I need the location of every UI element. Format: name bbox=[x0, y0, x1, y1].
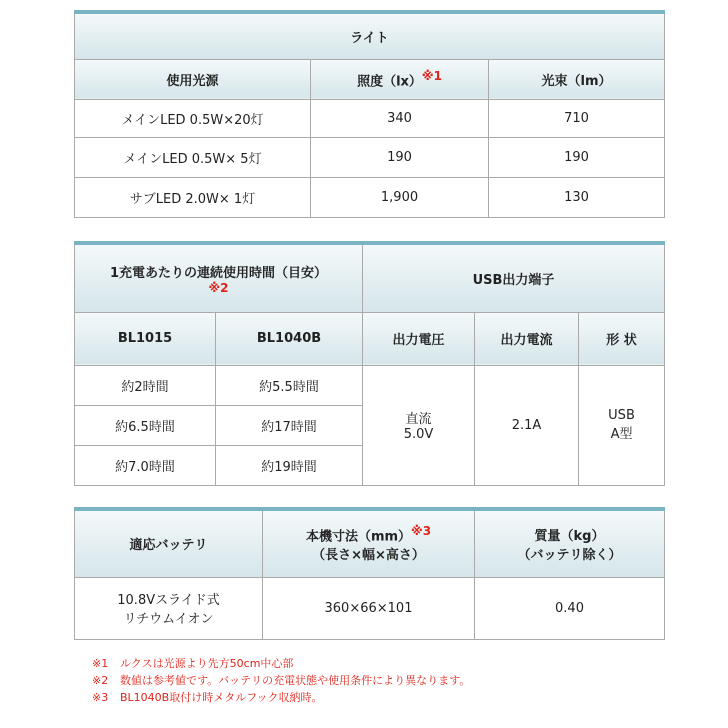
light-source-cell: メインLED 0.5W× 5灯 bbox=[75, 137, 311, 177]
battery-cell bbox=[75, 577, 263, 639]
table-row bbox=[75, 99, 665, 137]
light-table-title: ライト bbox=[75, 12, 665, 59]
table-row bbox=[75, 365, 665, 405]
bl1040b-runtime-cell: 約19時間 bbox=[216, 445, 363, 485]
weight-header bbox=[475, 509, 665, 577]
size-header-line1: 本機寸法（mm） bbox=[305, 529, 412, 545]
illuminance-header-label: 照度（lx） bbox=[357, 74, 422, 90]
bl1040b-header: BL1040B bbox=[216, 312, 363, 365]
shape-line1: USB bbox=[608, 408, 635, 423]
bl1015-runtime-cell: 約2時間 bbox=[75, 365, 216, 405]
footnote-text: ルクスは光源より先方50cm中心部 bbox=[120, 657, 294, 670]
illuminance-header bbox=[311, 59, 489, 99]
luminous-flux-cell: 190 bbox=[489, 137, 665, 177]
footnote-text: BL1040B取付け時メタルフック収納時。 bbox=[120, 691, 323, 704]
footnote bbox=[92, 672, 470, 689]
table-row bbox=[75, 177, 665, 217]
battery-line2: リチウムイオン bbox=[123, 612, 214, 627]
runtime-title-header bbox=[75, 243, 363, 312]
runtime-usb-table bbox=[74, 241, 665, 486]
bl1040b-runtime-cell: 約17時間 bbox=[216, 405, 363, 445]
battery-line1: 10.8Vスライド式 bbox=[117, 593, 220, 608]
luminous-flux-header: 光束（lm） bbox=[489, 59, 665, 99]
light-source-cell: サブLED 2.0W× 1灯 bbox=[75, 177, 311, 217]
output-voltage-line1: 直流 bbox=[405, 412, 432, 427]
illuminance-cell: 340 bbox=[311, 99, 489, 137]
shape-cell bbox=[579, 365, 665, 485]
weight-header-line2: （バッテリ除く） bbox=[517, 547, 622, 563]
battery-header: 適応バッテリ bbox=[75, 509, 263, 577]
output-voltage-cell bbox=[363, 365, 475, 485]
weight-header-line1: 質量（kg） bbox=[534, 528, 605, 544]
output-voltage-header: 出力電圧 bbox=[363, 312, 475, 365]
bl1040b-runtime-cell: 約5.5時間 bbox=[216, 365, 363, 405]
luminous-flux-cell: 710 bbox=[489, 99, 665, 137]
size-header bbox=[263, 509, 475, 577]
bl1015-header: BL1015 bbox=[75, 312, 216, 365]
output-voltage-line2: 5.0V bbox=[403, 427, 434, 442]
footnote-mark: ※1 bbox=[92, 657, 109, 670]
illuminance-cell: 190 bbox=[311, 137, 489, 177]
size-header-line1-wrap bbox=[263, 524, 474, 544]
output-current-cell: 2.1A bbox=[475, 365, 579, 485]
runtime-title: 1充電あたりの連続使用時間（目安） bbox=[109, 265, 328, 281]
spec-table bbox=[74, 507, 665, 640]
shape-line2: A型 bbox=[610, 427, 633, 442]
table-row bbox=[75, 577, 665, 639]
output-current-header: 出力電流 bbox=[475, 312, 579, 365]
size-cell: 360×66×101 bbox=[263, 577, 475, 639]
light-source-cell: メインLED 0.5W×20灯 bbox=[75, 99, 311, 137]
illuminance-cell: 1,900 bbox=[311, 177, 489, 217]
size-header-line2: （長さ×幅×高さ） bbox=[312, 548, 425, 564]
table-row bbox=[75, 137, 665, 177]
light-table bbox=[74, 10, 665, 218]
note-mark-2: ※2 bbox=[208, 280, 229, 295]
usb-title-header: USB出力端子 bbox=[363, 243, 665, 312]
bl1015-runtime-cell: 約6.5時間 bbox=[75, 405, 216, 445]
footnote-text: 数値は参考値です。バッテリの充電状態や使用条件により異なります。 bbox=[120, 674, 471, 687]
footnote bbox=[92, 689, 470, 706]
note-mark-3: ※3 bbox=[411, 524, 432, 539]
footnotes bbox=[92, 655, 470, 706]
shape-header: 形 状 bbox=[579, 312, 665, 365]
footnote bbox=[92, 655, 470, 672]
footnote-mark: ※3 bbox=[92, 691, 109, 704]
weight-cell: 0.40 bbox=[475, 577, 665, 639]
note-mark-1: ※1 bbox=[421, 68, 442, 83]
light-source-header: 使用光源 bbox=[75, 59, 311, 99]
footnote-mark: ※2 bbox=[92, 674, 109, 687]
bl1015-runtime-cell: 約7.0時間 bbox=[75, 445, 216, 485]
luminous-flux-cell: 130 bbox=[489, 177, 665, 217]
